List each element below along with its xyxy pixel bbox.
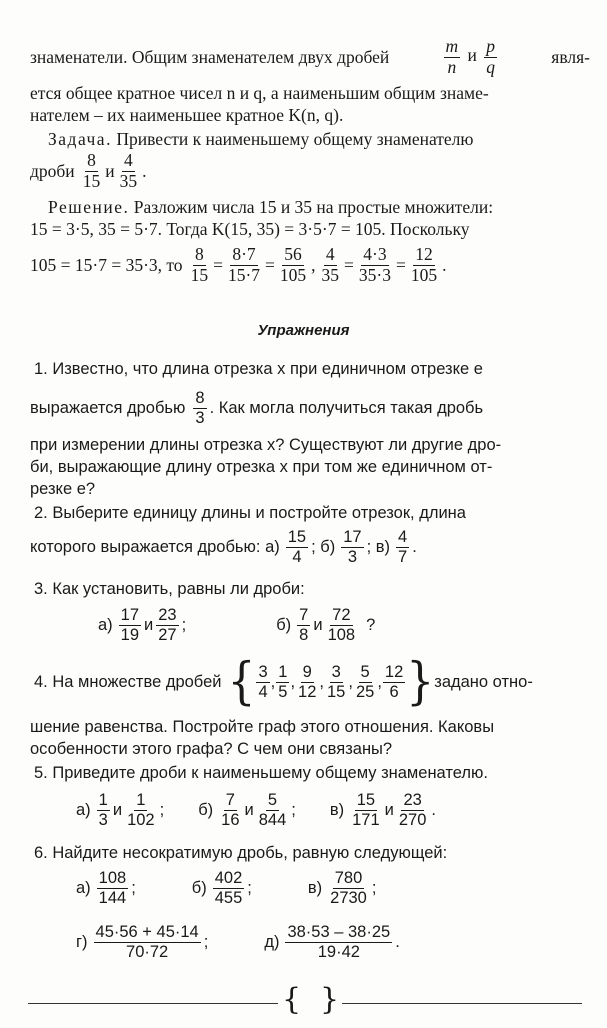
exercise-4-line-3: особенности этого графа? С чем они связаны?: [30, 740, 393, 758]
exercise-4-line-2: шение равенства. Постройте граф этого отношения. Каковы: [30, 718, 495, 736]
exercise-1-line-1: 1. Известно, что длина отрезка x при единичном отрезке e: [34, 360, 483, 378]
paragraph-1-line-3: нателем – их наименьшее кратное K(n, q).: [30, 105, 344, 125]
footer-brace-right: }: [320, 982, 340, 1017]
set-separator: ,: [319, 673, 324, 691]
text: знаменатели. Общим знаменателем двух дробей: [30, 47, 390, 67]
exercise-1-line-5: резке e?: [30, 480, 96, 498]
exercise-1-line-3: при измерении длины отрезка x? Существуют ли другие дро-: [30, 436, 502, 454]
footer-rule-left: [28, 1003, 278, 1004]
set-fraction: $\frac{5}{25}$: [355, 663, 375, 701]
set-fraction: $\frac{9}{12}$: [298, 663, 317, 701]
exercise-2-line-1: 2. Выберите единицу длины и постройте отрезок, длина: [34, 504, 466, 522]
exercise-2-line-2: которого выражается дробью: а) $\frac{15}{4}$ ; б) $\frac{17}{3}$ ; в) $\frac{4}{7}$ .: [30, 528, 417, 566]
exercise-4-line-1: 4. На множестве дробей { $\frac{3}{4}$ , $\frac{1}{5}$ , $\frac{9}{12}$ , $\frac{3}{15}$ , $\frac{5}{25}$ , $\frac{12}{6}$ } задано отно-: [34, 652, 533, 711]
exercise-1-line-4: би, выражающие длину отрезка x при том же единичном от-: [30, 458, 493, 476]
footer-brace-left: {: [282, 982, 302, 1017]
set-fraction: $\frac{3}{15}$: [327, 663, 346, 701]
solution-label: Решение.: [48, 197, 130, 217]
set-fraction: $\frac{3}{4}$: [258, 663, 268, 701]
solution-line-3: 105 = 15·7 = 35·3, то $\frac{8}{15}$ = $\frac{8\cdot 7}{15\cdot 7}$ = $\frac{56}{105}$ , $\frac{4}{35}$ = $\frac{4\cdot 3}{35\cdot 3}$ = $\frac{12}{105}$ .: [30, 244, 447, 285]
set-fraction: $\frac{12}{6}$: [384, 663, 404, 701]
footer-rule-right: [342, 1003, 582, 1004]
exercise-3-line-2: а) $\frac{17}{19}$ и $\frac{23}{27}$ ; б) $\frac{7}{8}$ и $\frac{72}{108}$ ?: [98, 606, 376, 644]
paragraph-1-line-2: ется общее кратное чисел n и q, а наименьшим общим знаме-: [30, 83, 489, 103]
task-line-2: дроби $\frac{8}{15}$ и $\frac{4}{35}$ .: [30, 150, 147, 191]
exercise-6-line-3: г) $\frac{45\cdot 56 + 45\cdot 14}{70\cdot 72}$ ; д) $\frac{38\cdot 53 - 38\cdot 25}{19\cdot 42}$ .: [76, 923, 400, 961]
exercises-heading: Упражнения: [257, 322, 350, 339]
fraction-p-q: $\frac{p}{q}$: [486, 36, 496, 77]
exercise-6-line-2: а) $\frac{108}{144}$ ; б) $\frac{402}{455}$ ; в) $\frac{780}{2730}$ ;: [76, 869, 377, 907]
exercise-5-line-2: а) $\frac{1}{3}$ и $\frac{1}{102}$ ; б) $\frac{7}{16}$ и $\frac{5}{844}$ ; в) $\frac{15}{171}$ и $\frac{23}{270}$ .: [76, 791, 436, 829]
set-separator: ,: [377, 673, 382, 691]
exercise-6-line-1: 6. Найдите несократимую дробь, равную следующей:: [34, 844, 448, 862]
fraction-set: [255, 663, 406, 701]
task-line-1: Задача. Привести к наименьшему общему знаменателю: [48, 129, 474, 149]
paragraph-1-line-1: знаменатели. Общим знаменателем двух дробей $\frac{m}{n}$ и $\frac{p}{q}$ явля-: [30, 36, 590, 77]
exercise-5-line-1: 5. Приведите дроби к наименьшему общему знаменателю.: [34, 764, 488, 782]
exercise-1-line-2: выражается дробью $\frac{8}{3}$ . Как могла получиться такая дробь: [30, 389, 484, 427]
set-separator: ,: [348, 673, 353, 691]
fraction-m-n: $\frac{m}{n}$: [445, 36, 459, 77]
task-label: Задача.: [48, 129, 112, 149]
exercise-3-line-1: 3. Как установить, равны ли дроби:: [34, 580, 305, 598]
solution-line-2: 15 = 3·5, 35 = 5·7. Тогда K(15, 35) = 3·5·7 = 105. Поскольку: [30, 219, 470, 239]
set-separator: ,: [290, 673, 296, 691]
solution-line-1: Решение. Разложим числа 15 и 35 на простые множители:: [48, 197, 494, 217]
set-separator: ,: [270, 673, 276, 691]
set-fraction: $\frac{1}{5}$: [278, 663, 288, 701]
